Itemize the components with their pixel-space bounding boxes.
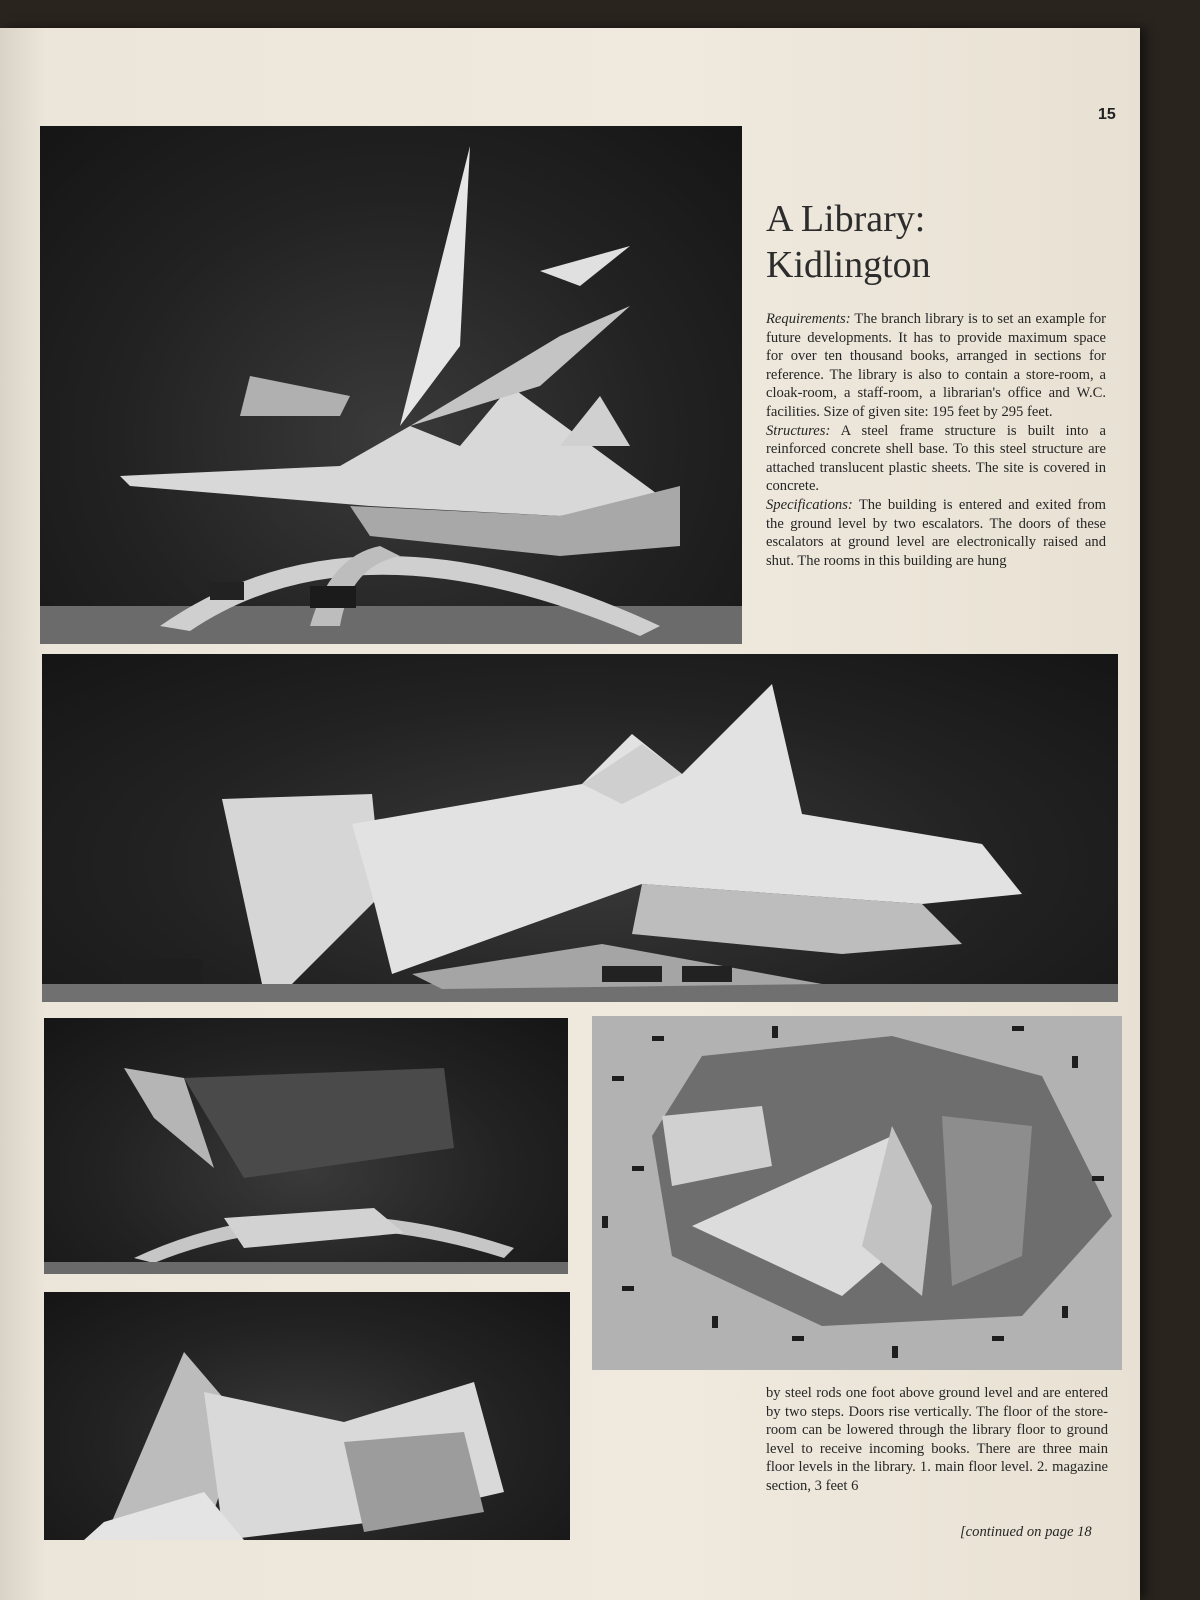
photo-model-front — [40, 126, 742, 644]
specifications-label: Specifications: — [766, 496, 853, 513]
continued-on-note — [960, 1524, 1092, 1541]
photo-model-low-angle — [44, 1292, 570, 1540]
article-title-line-2: Kidlington — [766, 244, 931, 286]
photo-model-aerial — [592, 1016, 1122, 1370]
article-body-column — [766, 310, 1106, 570]
article-title — [766, 196, 1106, 288]
requirements-paragraph — [766, 310, 1106, 422]
photo-model-side — [42, 654, 1118, 1002]
specifications-paragraph — [766, 496, 1106, 570]
article-continuation-column — [766, 1384, 1108, 1496]
continuation-paragraph: by steel rods one foot above ground level and are entered by two steps. Doors rise vertically. The floor of the store-room can be lowered through the library floor to ground level to receive incoming books. There are three main floor levels in the library. 1. main floor level. 2. magazine section, 3 feet 6 — [766, 1385, 1108, 1494]
requirements-text: The branch library is to set an example for future developments. It has to provide maximum space for over ten thousand books, arranged in sections for reference. The library is also to contain a store-room, a cloak-room, a staff-room, a librarian's office and W.C. facilities. Size of given site: 195 feet by 295 feet. — [766, 311, 1106, 420]
requirements-label: Requirements: — [766, 311, 851, 327]
structures-label: Structures: — [766, 422, 831, 439]
specifications-text: The building is entered and exited from the ground level by two escalators. The doors of these escalators at ground level are electronically raised and shut. The rooms in this building are hung — [766, 496, 1107, 569]
continued-on-label: [continued on page 18 — [960, 1524, 1092, 1540]
article-title-line-1: A Library: — [766, 198, 926, 240]
structures-text: A steel frame structure is built into a reinforced concrete shell base. To this steel structure are attached translucent plastic sheets. The site is covered in concrete. — [766, 422, 1106, 495]
structures-paragraph — [766, 422, 1106, 496]
page-number: 15 — [1098, 106, 1116, 123]
photo-model-underside — [44, 1018, 568, 1274]
